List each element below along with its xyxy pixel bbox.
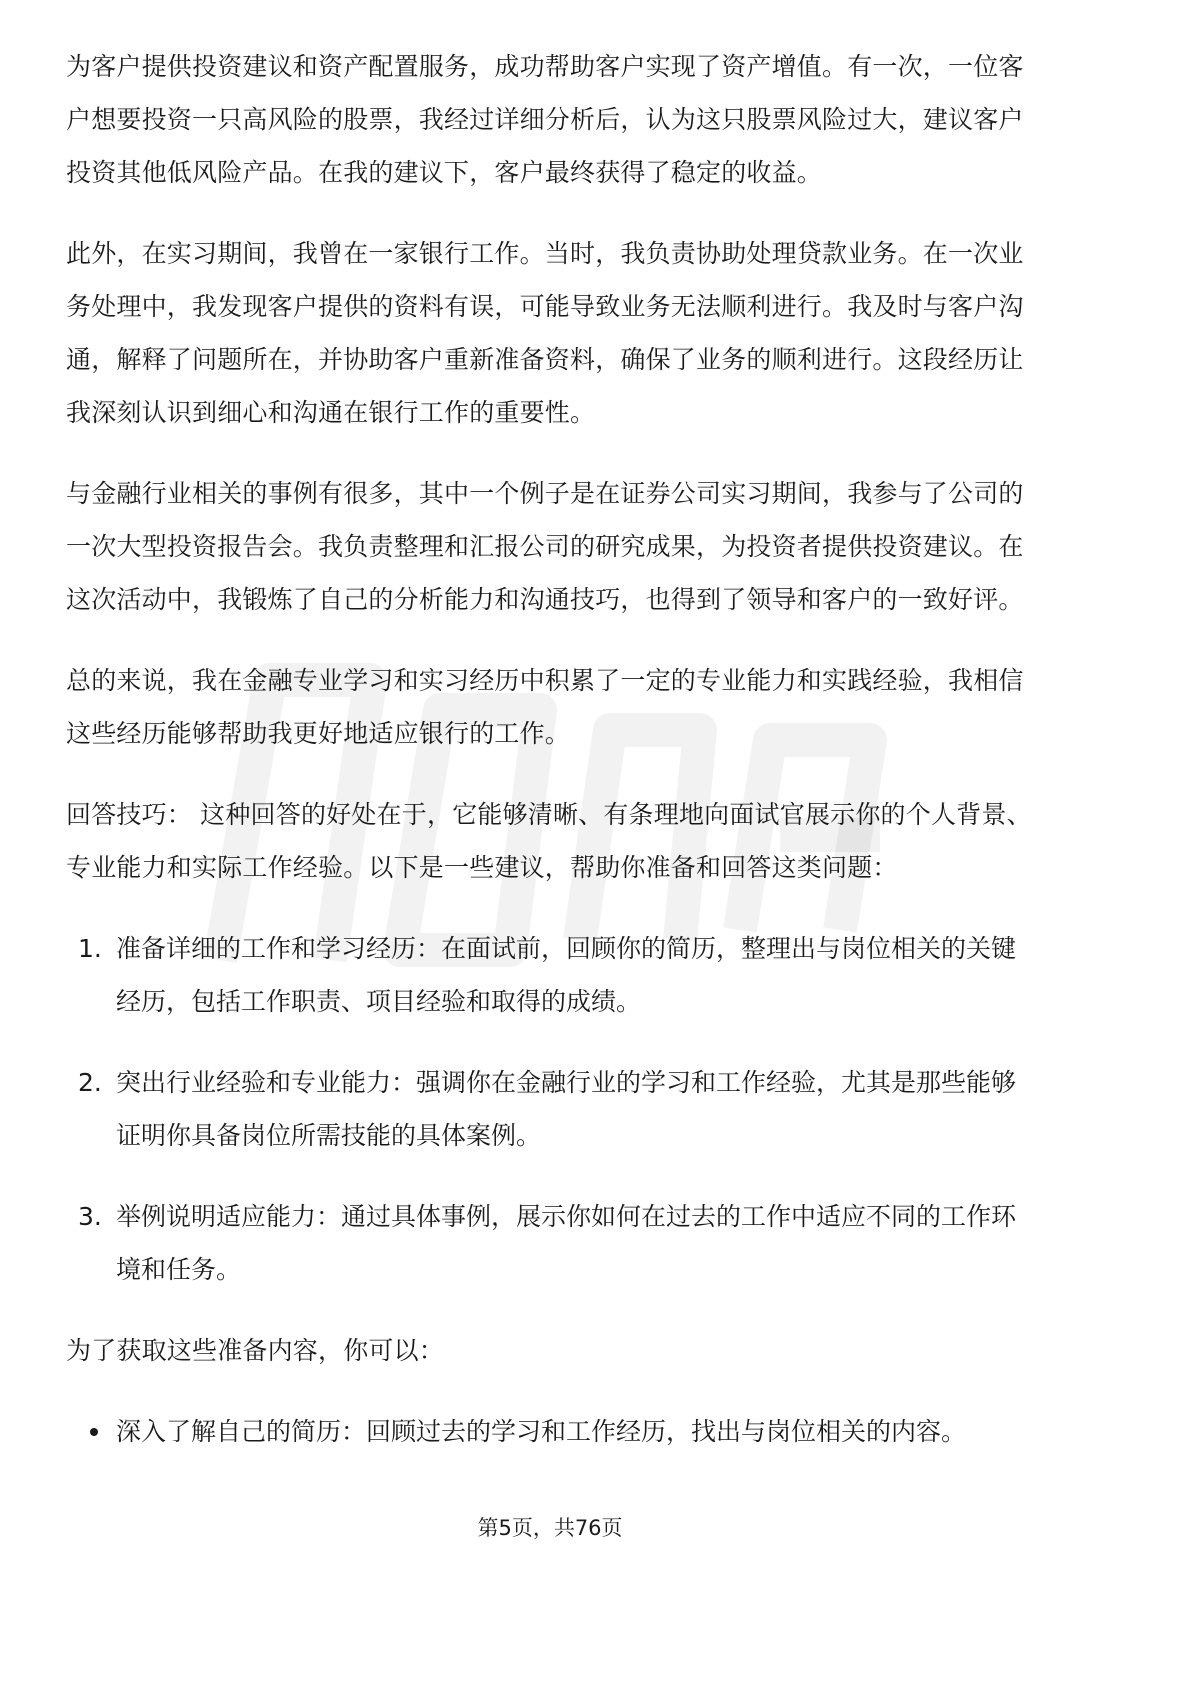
list-number: 2. (78, 1068, 102, 1097)
list-number: 1. (78, 934, 102, 963)
list-item (66, 1190, 1036, 1296)
list-item-text: 深入了解自己的简历：回顾过去的学习和工作经历，找出与岗位相关的内容。 (116, 1417, 967, 1446)
list-number: 3. (78, 1202, 102, 1231)
paragraph-summary: 总的来说，我在金融专业学习和实习经历中积累了一定的专业能力和实践经验，我相信这些经历能够帮助我更好地适应银行的工作。 (66, 666, 1024, 748)
list-item-text: 举例说明适应能力：通过具体事例，展示你如何在过去的工作中适应不同的工作环境和任务。 (116, 1202, 1017, 1284)
preparation-bullet-list (66, 1405, 1036, 1458)
paragraph-investment-advice: 为客户提供投资建议和资产配置服务，成功帮助客户实现了资产增值。有一次，一位客户想要投资一只高风险的股票，我经过详细分析后，认为这只股票风险过大，建议客户投资其他低风险产品。在我的建议下，客户最终获得了稳定的收益。 (66, 52, 1024, 187)
bullet-icon (90, 1428, 98, 1436)
paragraph-securities-example: 与金融行业相关的事例有很多，其中一个例子是在证券公司实习期间，我参与了公司的一次大型投资报告会。我负责整理和汇报公司的研究成果，为投资者提供投资建议。在这次活动中，我锻炼了自己的分析能力和沟通技巧，也得到了领导和客户的一致好评。 (66, 479, 1024, 614)
list-item (66, 1056, 1036, 1162)
list-item (66, 1405, 1036, 1458)
paragraph-bank-internship: 此外，在实习期间，我曾在一家银行工作。当时，我负责协助处理贷款业务。在一次业务处理中，我发现客户提供的资料有误，可能导致业务无法顺利进行。我及时与客户沟通，解释了问题所在，并协助客户重新准备资料，确保了业务的顺利进行。这段经历让我深刻认识到细心和沟通在银行工作的重要性。 (66, 239, 1024, 427)
paragraph-preparation-intro: 为了获取这些准备内容，你可以： (66, 1336, 445, 1365)
list-item (66, 922, 1036, 1028)
document-page (66, 40, 1036, 1458)
page-number-footer: 第5页，共76页 (477, 1516, 623, 1540)
paragraph-answer-tips: 回答技巧： 这种回答的好处在于，它能够清晰、有条理地向面试官展示你的个人背景、专业能力和实际工作经验。以下是一些建议，帮助你准备和回答这类问题： (66, 800, 1032, 882)
tips-ordered-list (66, 922, 1036, 1296)
list-item-text: 准备详细的工作和学习经历：在面试前，回顾你的简历，整理出与岗位相关的关键经历，包括工作职责、项目经验和取得的成绩。 (116, 934, 1017, 1016)
list-item-text: 突出行业经验和专业能力：强调你在金融行业的学习和工作经验，尤其是那些能够证明你具备岗位所需技能的具体案例。 (116, 1068, 1017, 1150)
